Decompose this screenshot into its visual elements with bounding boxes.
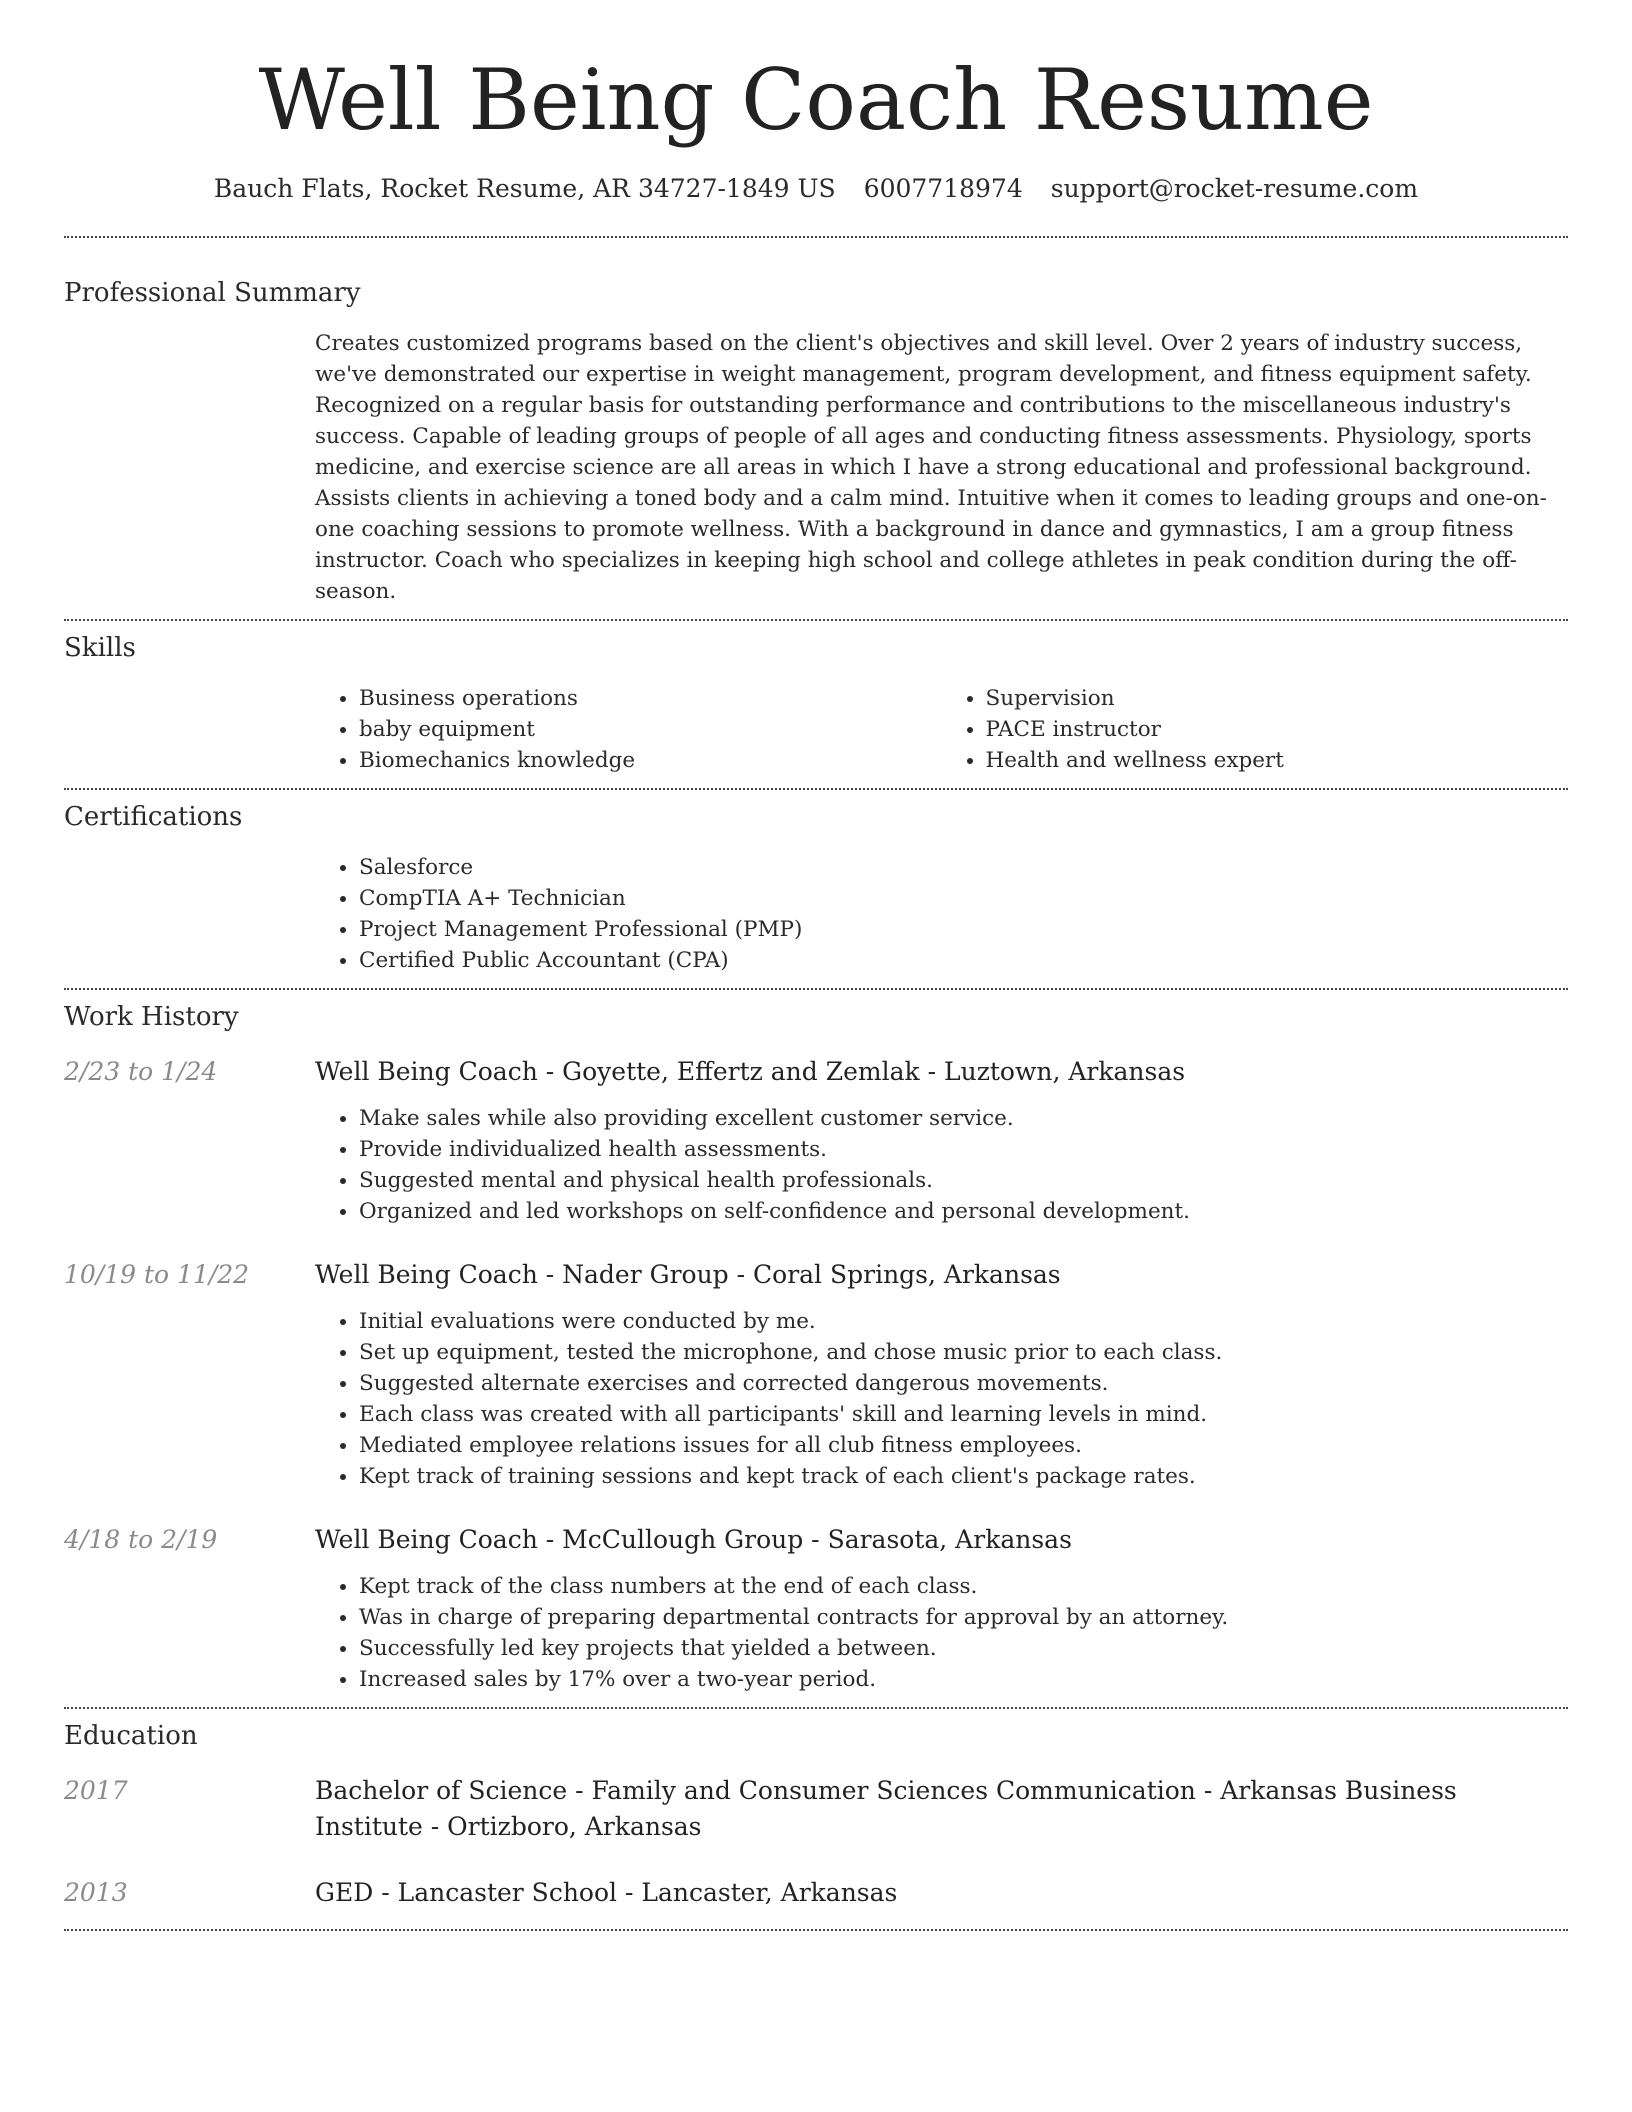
contact-address: Bauch Flats, Rocket Resume, AR 34727-1849 US xyxy=(213,174,836,203)
job-bullet: • Was in charge of preparing departmental contracts for approval by an attorney. xyxy=(359,1602,1568,1633)
skill-item: • Supervision xyxy=(986,683,1569,714)
education-text: Bachelor of Science - Family and Consumer Sciences Communication - Arkansas Business Institute - Ortizboro, Arkansas xyxy=(315,1776,1457,1841)
divider xyxy=(64,236,1568,238)
job-dates: 10/19 to 11/22 xyxy=(64,1260,250,1289)
job-bullet: • Mediated employee relations issues for all club fitness employees. xyxy=(359,1430,1568,1461)
education-entry xyxy=(64,1875,1568,1911)
education-text: GED - Lancaster School - Lancaster, Arkansas xyxy=(315,1878,898,1907)
page-title: Well Being Coach Resume xyxy=(258,51,1374,149)
skill-item: • Health and wellness expert xyxy=(986,745,1569,776)
summary-text: Creates customized programs based on the client's objectives and skill level. Over 2 years of industry success, we've demonstrated our expertise in weight management, program development, and fitness equipment safety. Recognized on a regular basis for outstanding performance and contributions to the miscellaneous industry's success. Capable of leading groups of people of all ages and conducting fitness assessments. Physiology, sports medicine, and exercise science are all areas in which I have a strong educational and professional background. Assists clients in achieving a toned body and a calm mind. Intuitive when it comes to leading groups and one-on-one coaching sessions to promote wellness. With a background in dance and gymnastics, I am a group fitness instructor. Coach who specializes in keeping high school and college athletes in peak condition during the off-season. xyxy=(315,331,1547,604)
job-title: Well Being Coach - Nader Group - Coral Springs, Arkansas xyxy=(315,1260,1061,1289)
job-bullet: • Increased sales by 17% over a two-year period. xyxy=(359,1664,1568,1695)
skill-item: • baby equipment xyxy=(359,714,942,745)
education-year: 2013 xyxy=(64,1878,128,1907)
divider xyxy=(64,1929,1568,1931)
job-bullets xyxy=(315,1103,1568,1227)
job-bullet: • Each class was created with all participants' skill and learning levels in mind. xyxy=(359,1399,1568,1430)
section-heading-skills: Skills xyxy=(64,633,136,663)
job-bullet: • Organized and led workshops on self-confidence and personal development. xyxy=(359,1196,1568,1227)
job-bullet: • Kept track of the class numbers at the end of each class. xyxy=(359,1571,1568,1602)
divider xyxy=(64,788,1568,790)
job-entry xyxy=(64,1522,1568,1695)
section-heading-certifications: Certifications xyxy=(64,802,243,832)
certification-item: • Salesforce xyxy=(359,852,1568,883)
skill-item: • Business operations xyxy=(359,683,942,714)
job-bullet: • Set up equipment, tested the microphone, and chose music prior to each class. xyxy=(359,1337,1568,1368)
job-entry xyxy=(64,1054,1568,1227)
job-title: Well Being Coach - McCullough Group - Sarasota, Arkansas xyxy=(315,1525,1072,1554)
job-bullet: • Provide individualized health assessments. xyxy=(359,1134,1568,1165)
certification-item: • Project Management Professional (PMP) xyxy=(359,914,1568,945)
skills-column-right xyxy=(942,683,1569,776)
certification-item: • Certified Public Accountant (CPA) xyxy=(359,945,1568,976)
divider xyxy=(64,619,1568,621)
skill-item: • PACE instructor xyxy=(986,714,1569,745)
contact-line xyxy=(64,174,1568,203)
certifications-list xyxy=(315,852,1568,976)
job-bullets xyxy=(315,1571,1568,1695)
divider xyxy=(64,988,1568,990)
skills-column-left xyxy=(315,683,942,776)
education-year: 2017 xyxy=(64,1776,128,1805)
certification-item: • CompTIA A+ Technician xyxy=(359,883,1568,914)
job-bullet: • Successfully led key projects that yielded a between. xyxy=(359,1633,1568,1664)
job-bullet: • Suggested mental and physical health professionals. xyxy=(359,1165,1568,1196)
section-heading-education: Education xyxy=(64,1721,198,1751)
job-bullet: • Kept track of training sessions and kept track of each client's package rates. xyxy=(359,1461,1568,1492)
education-entry xyxy=(64,1773,1568,1845)
contact-phone: 6007718974 xyxy=(863,174,1023,203)
job-bullet: • Make sales while also providing excellent customer service. xyxy=(359,1103,1568,1134)
divider xyxy=(64,1707,1568,1709)
contact-email: support@rocket-resume.com xyxy=(1050,174,1419,203)
job-bullet: • Suggested alternate exercises and corrected dangerous movements. xyxy=(359,1368,1568,1399)
job-bullet: • Initial evaluations were conducted by me. xyxy=(359,1306,1568,1337)
job-dates: 2/23 to 1/24 xyxy=(64,1057,218,1086)
skills-list xyxy=(315,683,1568,776)
skill-item: • Biomechanics knowledge xyxy=(359,745,942,776)
section-heading-work: Work History xyxy=(64,1002,239,1032)
job-entry xyxy=(64,1257,1568,1492)
job-title: Well Being Coach - Goyette, Effertz and Zemlak - Luztown, Arkansas xyxy=(315,1057,1186,1086)
job-bullets xyxy=(315,1306,1568,1492)
job-dates: 4/18 to 2/19 xyxy=(64,1525,218,1554)
section-heading-summary: Professional Summary xyxy=(64,278,361,308)
